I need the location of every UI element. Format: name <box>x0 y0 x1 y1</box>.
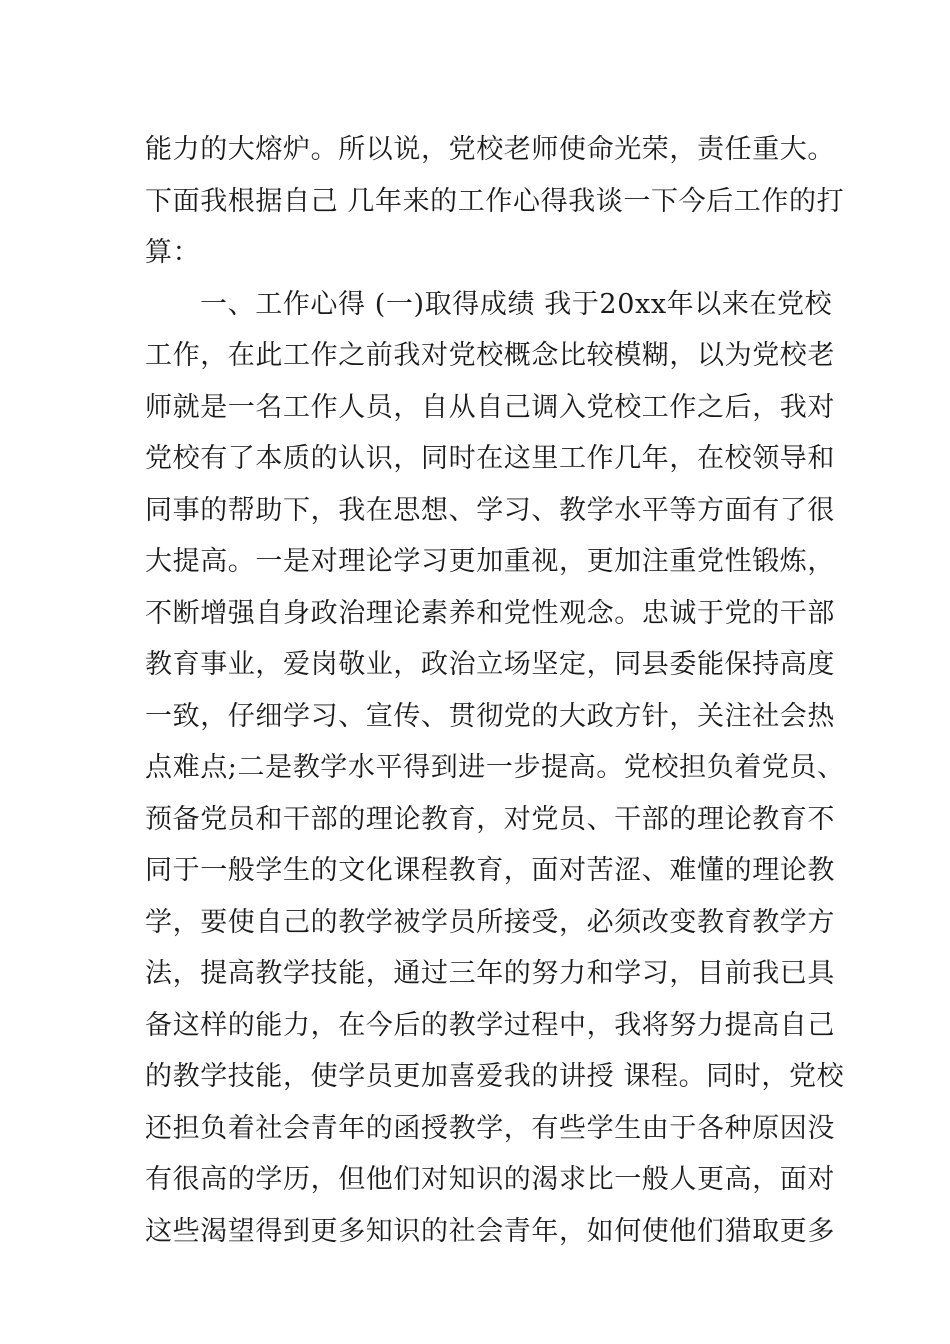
text-line: 算： <box>145 237 201 268</box>
text-line: 的教学技能，使学员更加喜爱我的讲授 课程。同时，党校 <box>145 1061 845 1092</box>
text-line: 法，提高教学技能，通过三年的努力和学习，目前我已具 <box>145 958 835 989</box>
text-line: 党校有了本质的认识，同时在这里工作几年，在校领导和 <box>145 443 835 474</box>
text-line: 同事的帮助下，我在思想、学习、教学水平等方面有了很 <box>145 494 835 526</box>
text-line: 不断增强自身政治理论素养和党性观念。忠诚于党的干部 <box>145 597 835 629</box>
text-line: 工作，在此工作之前我对党校概念比较模糊，以为党校老 <box>145 340 835 371</box>
section-heading-line: 一、工作心得 (一)取得成绩 我于20xx年以来在党校 <box>200 288 833 320</box>
text-line: 一致，仔细学习、宣传、贯彻党的大政方针，关注社会热 <box>145 700 835 732</box>
text-line: 同于一般学生的文化课程教育，面对苦涩、难懂的理论教 <box>145 855 835 886</box>
text-line: 还担负着社会青年的函授教学，有些学生由于各种原因没 <box>145 1112 835 1144</box>
text-line: 下面我根据自己 几年来的工作心得我谈一下今后工作的打 <box>145 185 845 217</box>
text-line: 有很高的学历，但他们对知识的渴求比一般人更高，面对 <box>145 1164 835 1195</box>
body-text <box>145 124 845 1257</box>
text-line: 教育事业，爱岗敬业，政治立场坚定，同县委能保持高度 <box>145 649 835 680</box>
text-line: 学，要使自己的教学被学员所接受，必须改变教育教学方 <box>145 906 835 938</box>
text-line: 这些渴望得到更多知识的社会青年，如何使他们猎取更多 <box>145 1215 835 1247</box>
text-line: 师就是一名工作人员，自从自己调入党校工作之后，我对 <box>145 391 835 423</box>
text-line: 大提高。一是对理论学习更加重视，更加注重党性锻炼， <box>145 546 835 577</box>
text-line: 点难点;二是教学水平得到进一步提高。党校担负着党员、 <box>145 752 845 783</box>
text-line: 预备党员和干部的理论教育，对党员、干部的理论教育不 <box>145 803 835 835</box>
text-line: 备这样的能力，在今后的教学过程中，我将努力提高自己 <box>145 1009 835 1041</box>
text-line: 能力的大熔炉。所以说，党校老师使命光荣，责任重大。 <box>145 134 835 165</box>
